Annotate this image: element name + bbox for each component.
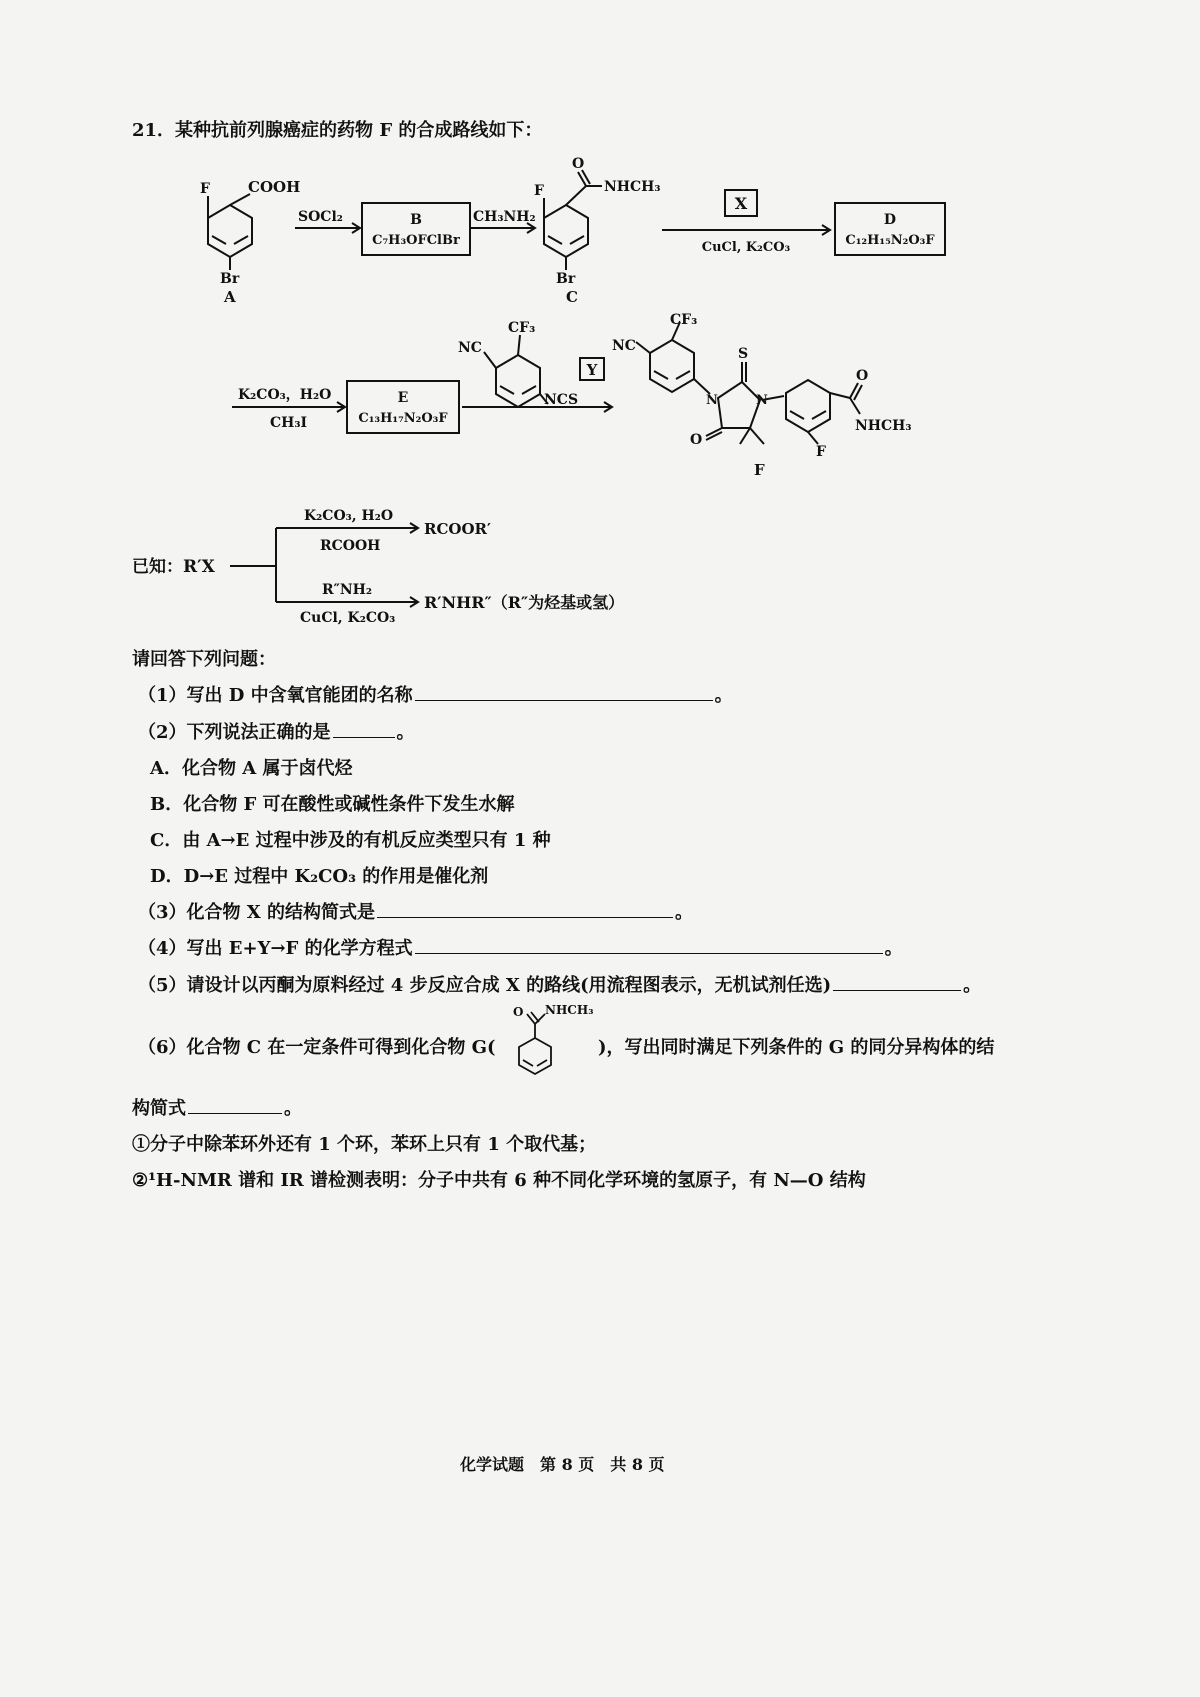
benzene-ring-y bbox=[496, 355, 540, 407]
answer-blank-2[interactable] bbox=[333, 721, 395, 738]
f-s-label: S bbox=[738, 346, 749, 362]
known-top-reagent-1: K₂CO₃, H₂O bbox=[304, 508, 394, 524]
benzene-ring-g bbox=[519, 1038, 551, 1074]
question-6-part-1: （6）化合物 C 在一定条件可得到化合物 G( bbox=[138, 1037, 496, 1058]
f-nc-label: NC bbox=[612, 338, 636, 354]
reagent-cucl: CuCl, K₂CO₃ bbox=[701, 240, 791, 255]
benzene-ring-f1 bbox=[650, 340, 694, 392]
known-bottom-reagent-1: R″NH₂ bbox=[322, 582, 373, 598]
label-a: A bbox=[224, 288, 236, 306]
label-f: F bbox=[754, 461, 765, 479]
q2-period: 。 bbox=[396, 722, 415, 743]
condition-2: ②¹H-NMR 谱和 IR 谱检测表明：分子中共有 6 种不同化学环境的氢原子，有 N—O 结构 bbox=[132, 1170, 866, 1191]
answer-blank-3[interactable] bbox=[377, 901, 673, 918]
synthesis-scheme bbox=[0, 0, 1200, 640]
q6-period: 。 bbox=[284, 1098, 302, 1119]
question-5 bbox=[138, 971, 981, 997]
q4-period: 。 bbox=[884, 938, 903, 959]
g-amide-label: NHCH₃ bbox=[545, 1003, 594, 1017]
reagent-ch3nh2: CH₃NH₂ bbox=[473, 209, 536, 225]
q1-period: 。 bbox=[714, 685, 733, 706]
reagent-socl2: SOCl₂ bbox=[298, 209, 343, 225]
a-cooh-label: COOH bbox=[248, 178, 301, 196]
question-6-part-2: )，写出同时满足下列条件的 G 的同分异构体的结 bbox=[598, 1037, 995, 1058]
f-o2-label: O bbox=[856, 368, 869, 384]
y-ncs-label: NCS bbox=[544, 392, 579, 408]
reagent-ch3i: CH₃I bbox=[270, 415, 308, 431]
question-1 bbox=[138, 681, 733, 707]
g-o-label: O bbox=[513, 1005, 524, 1019]
f-o1-label: O bbox=[690, 432, 703, 448]
benzene-ring-f2 bbox=[786, 380, 830, 432]
question-4 bbox=[138, 934, 903, 960]
option-d: D．D→E 过程中 K₂CO₃ 的作用是催化剂 bbox=[150, 866, 489, 887]
page-footer: 化学试题 第 8 页 共 8 页 bbox=[460, 1455, 665, 1474]
question-5-text: （5）请设计以丙酮为原料经过 4 步反应合成 X 的路线(用流程图表示，无机试剂任选) bbox=[138, 975, 832, 996]
box-e-label: E bbox=[397, 390, 409, 406]
c-amide-label: NHCH₃ bbox=[604, 179, 661, 195]
y-nc-label: NC bbox=[458, 340, 482, 356]
question-4-text: （4）写出 E+Y→F 的化学方程式 bbox=[138, 938, 413, 959]
box-d-label: D bbox=[883, 212, 897, 228]
f-cf3-label: CF₃ bbox=[670, 312, 698, 328]
c-f-label: F bbox=[534, 183, 544, 199]
question-2-text: （2）下列说法正确的是 bbox=[138, 722, 331, 743]
known-bottom-reagent-2: CuCl, K₂CO₃ bbox=[300, 610, 396, 626]
thiohydantoin-ring bbox=[718, 382, 760, 428]
box-d-formula: C₁₂H₁₅N₂O₃F bbox=[845, 233, 935, 248]
q3-period: 。 bbox=[675, 902, 694, 923]
f-n2-label: N bbox=[756, 393, 768, 408]
y-cf3-label: CF₃ bbox=[508, 320, 536, 336]
f-n1-label: N bbox=[706, 393, 718, 408]
condition-1: ①分子中除苯环外还有 1 个环，苯环上只有 1 个取代基； bbox=[132, 1134, 597, 1155]
question-3 bbox=[138, 898, 693, 924]
c-o-label: O bbox=[572, 156, 585, 172]
a-f-label: F bbox=[200, 181, 210, 197]
c-br-label: Br bbox=[556, 271, 576, 287]
question-2 bbox=[138, 718, 415, 744]
benzene-ring-a bbox=[208, 205, 252, 257]
question-title: 21．某种抗前列腺癌症的药物 F 的合成路线如下： bbox=[132, 120, 543, 141]
option-c: C．由 A→E 过程中涉及的有机反应类型只有 1 种 bbox=[150, 830, 551, 851]
answer-blank-5[interactable] bbox=[833, 974, 961, 991]
box-y-label: Y bbox=[586, 361, 598, 379]
f-amide-label: NHCH₃ bbox=[855, 418, 912, 434]
box-b-formula: C₇H₃OFClBr bbox=[372, 233, 460, 248]
answer-blank-6[interactable] bbox=[188, 1097, 282, 1114]
compound-g-structure bbox=[505, 1000, 597, 1080]
reagent-k2co3-h2o: K₂CO₃，H₂O bbox=[238, 387, 332, 403]
question-1-text: （1）写出 D 中含氧官能团的名称 bbox=[138, 685, 413, 706]
benzene-ring-c bbox=[544, 205, 588, 257]
box-b-label: B bbox=[410, 212, 422, 228]
question-3-text: （3）化合物 X 的结构简式是 bbox=[138, 902, 376, 923]
option-a: A．化合物 A 属于卤代烃 bbox=[150, 758, 353, 779]
answer-blank-4[interactable] bbox=[415, 937, 883, 954]
box-x-label: X bbox=[734, 194, 748, 213]
option-b: B．化合物 F 可在酸性或碱性条件下发生水解 bbox=[150, 794, 515, 815]
q5-period: 。 bbox=[963, 975, 982, 996]
known-prefix: 已知：R′X bbox=[132, 557, 215, 577]
answer-blank-1[interactable] bbox=[415, 684, 713, 701]
prompt: 请回答下列问题： bbox=[132, 649, 276, 670]
question-6-text-3: 构简式 bbox=[132, 1098, 186, 1119]
f-f-label: F bbox=[816, 444, 826, 460]
question-6-part-3 bbox=[132, 1094, 302, 1120]
a-br-label: Br bbox=[220, 271, 240, 287]
box-e-formula: C₁₃H₁₇N₂O₃F bbox=[358, 411, 448, 426]
known-top-reagent-2: RCOOH bbox=[320, 538, 381, 554]
known-top-product: RCOOR′ bbox=[424, 520, 491, 538]
known-bottom-product: R′NHR″（R″为烃基或氢） bbox=[424, 593, 625, 612]
label-c: C bbox=[566, 288, 578, 306]
